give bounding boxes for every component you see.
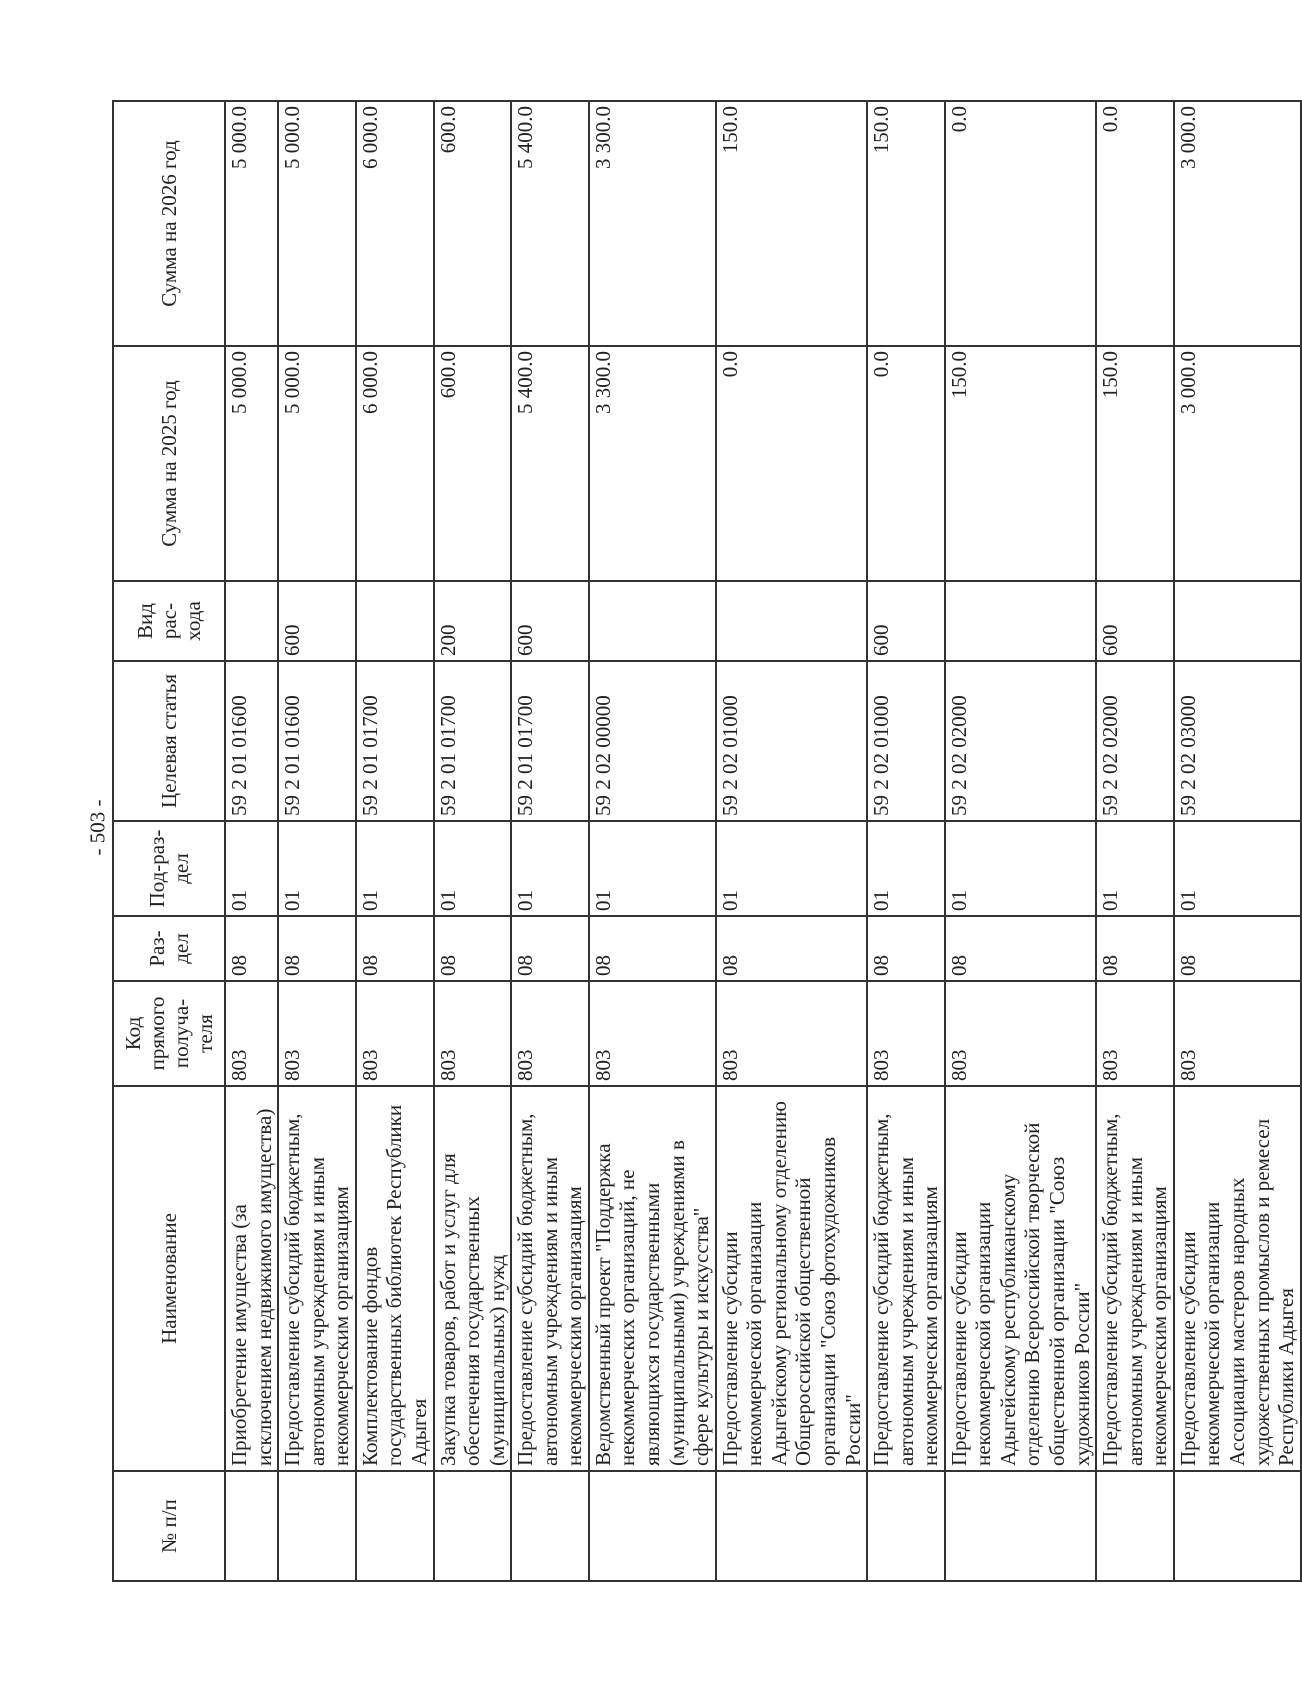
header-recipient: Код прямого получа-теля — [113, 981, 225, 1086]
table-body — [225, 101, 1301, 1581]
row-section-cell: 08 — [278, 916, 356, 981]
table-row — [356, 101, 434, 1581]
row-target-article-cell: 59 2 01 01600 — [225, 661, 278, 821]
table-row — [278, 101, 356, 1581]
row-expense-type-cell: 600 — [1096, 581, 1174, 661]
row-subsection-cell: 01 — [1096, 821, 1174, 916]
row-expense-type-cell — [225, 581, 278, 661]
row-sum-2025-cell: 5 000.0 — [225, 346, 278, 581]
row-name-cell: Предоставление субсидий бюджетным, автономным учреждениям и иным некоммерческим организациям — [1096, 1086, 1174, 1471]
row-expense-type-cell: 200 — [434, 581, 512, 661]
row-recipient-code-cell: 803 — [511, 981, 589, 1086]
header-section: Раз-дел — [113, 916, 225, 981]
row-target-article-cell: 59 2 02 02000 — [1096, 661, 1174, 821]
header-row — [113, 101, 225, 1581]
row-sum-2026-cell: 600.0 — [434, 101, 512, 346]
row-num-cell — [356, 1471, 434, 1581]
row-subsection-cell: 01 — [511, 821, 589, 916]
row-section-cell: 08 — [716, 916, 867, 981]
row-name-cell: Предоставление субсидий бюджетным, автономным учреждениям и иным некоммерческим организациям — [511, 1086, 589, 1471]
row-subsection-cell: 01 — [945, 821, 1096, 916]
header-sum-2026: Сумма на 2026 год — [113, 101, 225, 346]
row-subsection-cell: 01 — [225, 821, 278, 916]
page-number: - 503 - — [85, 799, 110, 856]
row-target-article-cell: 59 2 01 01700 — [434, 661, 512, 821]
row-subsection-cell: 01 — [589, 821, 716, 916]
row-num-cell — [225, 1471, 278, 1581]
row-sum-2026-cell: 150.0 — [867, 101, 945, 346]
row-subsection-cell: 01 — [434, 821, 512, 916]
row-target-article-cell: 59 2 02 02000 — [945, 661, 1096, 821]
table-row — [225, 101, 278, 1581]
header-sum-2025: Сумма на 2025 год — [113, 346, 225, 581]
row-section-cell: 08 — [225, 916, 278, 981]
row-target-article-cell: 59 2 02 03000 — [1174, 661, 1301, 821]
row-section-cell: 08 — [589, 916, 716, 981]
row-target-article-cell: 59 2 02 01000 — [716, 661, 867, 821]
row-num-cell — [1174, 1471, 1301, 1581]
row-expense-type-cell — [945, 581, 1096, 661]
row-section-cell: 08 — [1174, 916, 1301, 981]
row-num-cell — [867, 1471, 945, 1581]
row-recipient-code-cell: 803 — [716, 981, 867, 1086]
row-sum-2025-cell: 150.0 — [945, 346, 1096, 581]
row-expense-type-cell: 600 — [278, 581, 356, 661]
row-num-cell — [511, 1471, 589, 1581]
row-target-article-cell: 59 2 01 01600 — [278, 661, 356, 821]
header-target: Целевая статья — [113, 661, 225, 821]
header-num: № п/п — [113, 1471, 225, 1581]
row-section-cell: 08 — [867, 916, 945, 981]
row-recipient-code-cell: 803 — [434, 981, 512, 1086]
row-expense-type-cell — [716, 581, 867, 661]
row-num-cell — [434, 1471, 512, 1581]
row-recipient-code-cell: 803 — [278, 981, 356, 1086]
row-name-cell: Закупка товаров, работ и услуг для обеспечения государственных (муниципальных) нужд — [434, 1086, 512, 1471]
row-section-cell: 08 — [356, 916, 434, 981]
row-subsection-cell: 01 — [867, 821, 945, 916]
row-recipient-code-cell: 803 — [1174, 981, 1301, 1086]
row-sum-2025-cell: 0.0 — [716, 346, 867, 581]
row-expense-type-cell: 600 — [867, 581, 945, 661]
row-num-cell — [589, 1471, 716, 1581]
header-name: Наименование — [113, 1086, 225, 1471]
row-sum-2025-cell: 5 000.0 — [278, 346, 356, 581]
table-row — [945, 101, 1096, 1581]
row-name-cell: Предоставление субсидий бюджетным, автономным учреждениям и иным некоммерческим организациям — [278, 1086, 356, 1471]
row-num-cell — [716, 1471, 867, 1581]
row-sum-2026-cell: 5 000.0 — [225, 101, 278, 346]
row-sum-2025-cell: 3 000.0 — [1174, 346, 1301, 581]
row-name-cell: Комплектование фондов государственных библиотек Республики Адыгея — [356, 1086, 434, 1471]
row-sum-2026-cell: 5 400.0 — [511, 101, 589, 346]
row-recipient-code-cell: 803 — [589, 981, 716, 1086]
row-subsection-cell: 01 — [1174, 821, 1301, 916]
header-expense: Вид рас-хода — [113, 581, 225, 661]
row-recipient-code-cell: 803 — [867, 981, 945, 1086]
row-sum-2026-cell: 5 000.0 — [278, 101, 356, 346]
row-subsection-cell: 01 — [716, 821, 867, 916]
row-name-cell: Предоставление субсидии некоммерческой организации Ассоциации мастеров народных художественных промыслов и ремесел Республики Адыгея — [1174, 1086, 1301, 1471]
table-row — [589, 101, 716, 1581]
row-name-cell: Приобретение имущества (за исключением недвижимого имущества) — [225, 1086, 278, 1471]
row-sum-2026-cell: 3 000.0 — [1174, 101, 1301, 346]
table-row — [716, 101, 867, 1581]
row-sum-2026-cell: 150.0 — [716, 101, 867, 346]
row-target-article-cell: 59 2 01 01700 — [511, 661, 589, 821]
budget-table — [112, 100, 1302, 1582]
row-sum-2026-cell: 6 000.0 — [356, 101, 434, 346]
row-target-article-cell: 59 2 02 00000 — [589, 661, 716, 821]
row-sum-2025-cell: 6 000.0 — [356, 346, 434, 581]
row-recipient-code-cell: 803 — [1096, 981, 1174, 1086]
row-recipient-code-cell: 803 — [945, 981, 1096, 1086]
row-name-cell: Предоставление субсидии некоммерческой организации Адыгейскому региональному отделению Общероссийской общественной организации "Союз фотохудожников России" — [716, 1086, 867, 1471]
row-sum-2025-cell: 3 300.0 — [589, 346, 716, 581]
row-target-article-cell: 59 2 01 01700 — [356, 661, 434, 821]
rotated-table-container — [112, 102, 1299, 1582]
row-sum-2026-cell: 0.0 — [1096, 101, 1174, 346]
row-name-cell: Ведомственный проект "Поддержка некоммерческих организаций, не являющихся государственными (муниципальными) учреждениями в сфере культуры и искусства" — [589, 1086, 716, 1471]
row-expense-type-cell: 600 — [511, 581, 589, 661]
table-row — [511, 101, 589, 1581]
row-sum-2026-cell: 0.0 — [945, 101, 1096, 346]
row-sum-2025-cell: 600.0 — [434, 346, 512, 581]
row-section-cell: 08 — [1096, 916, 1174, 981]
row-name-cell: Предоставление субсидии некоммерческой организации Адыгейскому республиканскому отделению Всероссийской творческой общественной организации "Союз художников России" — [945, 1086, 1096, 1471]
row-sum-2025-cell: 150.0 — [1096, 346, 1174, 581]
row-section-cell: 08 — [434, 916, 512, 981]
row-section-cell: 08 — [511, 916, 589, 981]
header-subsection: Под-раз-дел — [113, 821, 225, 916]
row-recipient-code-cell: 803 — [225, 981, 278, 1086]
row-sum-2025-cell: 5 400.0 — [511, 346, 589, 581]
table-row — [434, 101, 512, 1581]
table-row — [867, 101, 945, 1581]
row-sum-2026-cell: 3 300.0 — [589, 101, 716, 346]
row-recipient-code-cell: 803 — [356, 981, 434, 1086]
row-target-article-cell: 59 2 02 01000 — [867, 661, 945, 821]
row-num-cell — [278, 1471, 356, 1581]
row-num-cell — [945, 1471, 1096, 1581]
row-section-cell: 08 — [945, 916, 1096, 981]
row-expense-type-cell — [589, 581, 716, 661]
table-row — [1174, 101, 1301, 1581]
row-name-cell: Предоставление субсидий бюджетным, автономным учреждениям и иным некоммерческим организациям — [867, 1086, 945, 1471]
row-expense-type-cell — [356, 581, 434, 661]
row-subsection-cell: 01 — [278, 821, 356, 916]
row-expense-type-cell — [1174, 581, 1301, 661]
row-sum-2025-cell: 0.0 — [867, 346, 945, 581]
row-subsection-cell: 01 — [356, 821, 434, 916]
table-row — [1096, 101, 1174, 1581]
row-num-cell — [1096, 1471, 1174, 1581]
